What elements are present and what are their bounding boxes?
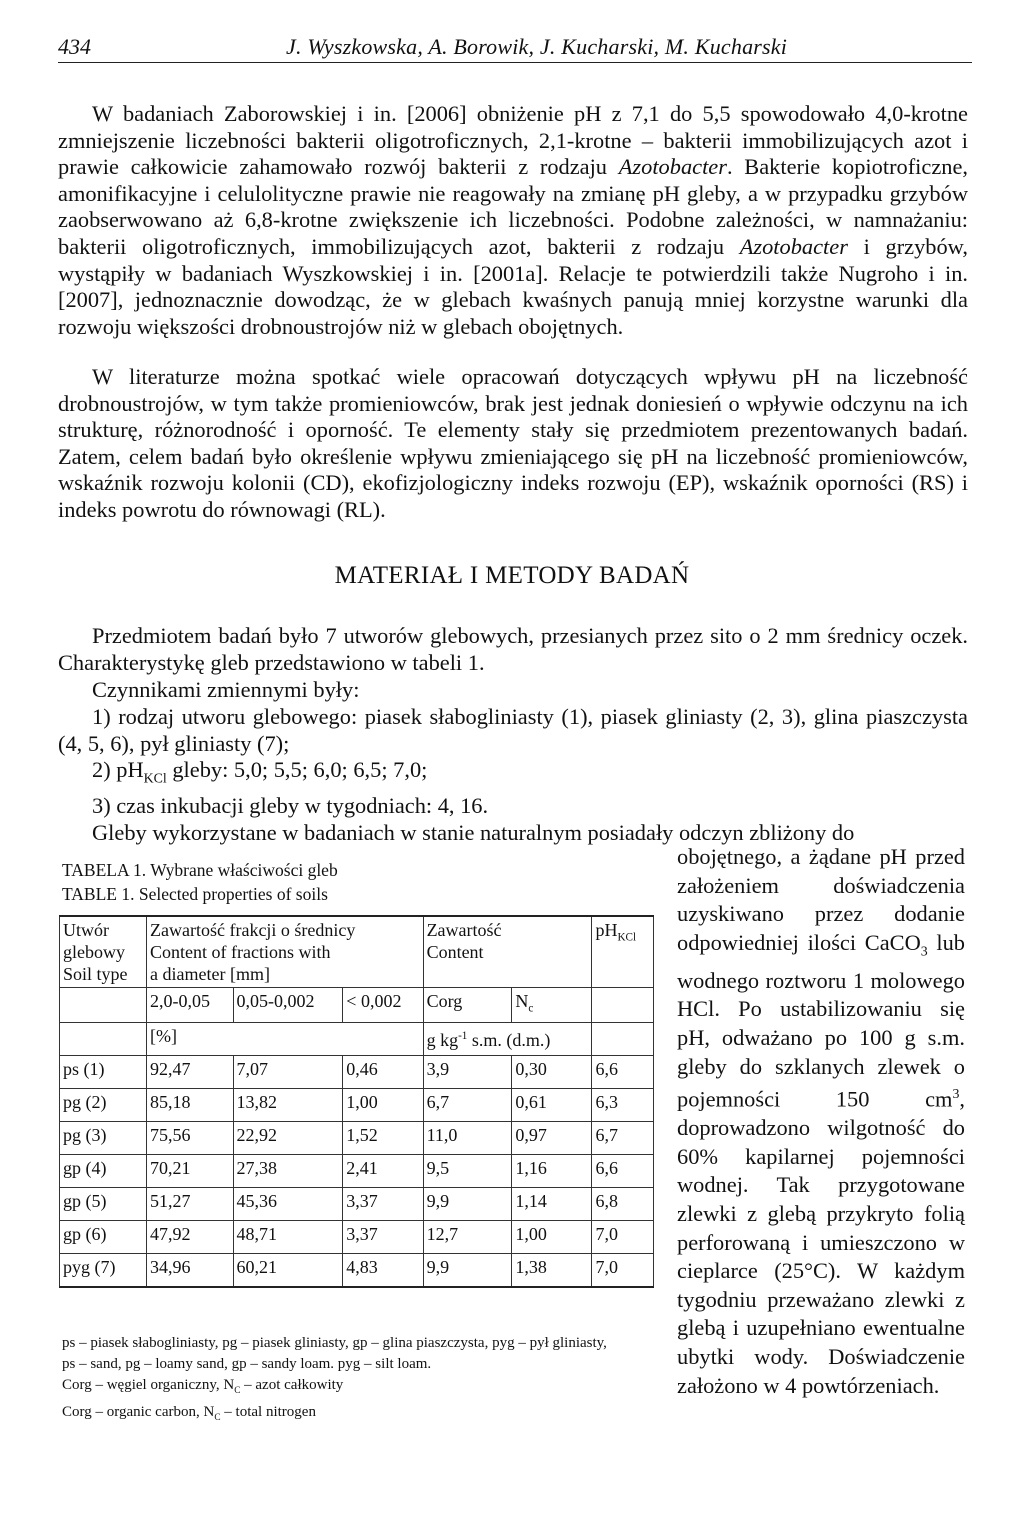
- list-2-text: 2) pH: [92, 757, 144, 783]
- table-cell: 6,6: [592, 1154, 654, 1187]
- table-cell: 0,30: [512, 1055, 592, 1088]
- table-cell: 92,47: [147, 1055, 234, 1088]
- list-intro: Czynnikami zmiennymi były:: [92, 677, 360, 702]
- footnote-line: ps – piasek słabogliniasty, pg – piasek gliniasty, gp – glina piaszczysta, pyg – pył gliniasty,: [62, 1335, 607, 1351]
- subheader-cell: 0,05-0,002: [233, 988, 343, 1023]
- table-cell: 6,6: [592, 1055, 654, 1088]
- table-captions: [62, 858, 338, 906]
- units-pct: [%]: [147, 1022, 424, 1055]
- units-gkg-rest: s.m. (d.m.): [467, 1029, 551, 1050]
- table-row: [60, 1154, 654, 1187]
- table-cell: 75,56: [147, 1121, 234, 1154]
- p1-cont: . Bakterie kopiotroficzne, amonifikacyjne i celulolityczne prawie nie reagowały na zmianę pH gleby, a w przypadku grzybów zaobserwowano aż 6,8-krotne zwiększenie ich liczebności. Podobne zależności, w namnażaniu: bakterii oligotroficznych, immobilizujących azot, bakterii z rodzaju: [58, 154, 969, 259]
- footnote-pl-a: Corg – węgiel organiczny, N: [62, 1377, 235, 1393]
- table-units-row: [60, 1022, 654, 1055]
- header-ph-text: pH: [595, 920, 618, 940]
- table-body: [60, 1055, 654, 1287]
- paragraph-2: W literaturze można spotkać wiele opracowań dotyczących wpływu pH na liczebność drobnoustrojów, w tym także promieniowców, brak jest jednak doniesień o wpływie odczynu na ich strukturę, różnorodność i oporność. Te elementy stały się przedmiotem prezentowanych badań. Zatem, celem badań było określenie wpływu zmieniającego się pH na liczebność promieniowców, wskaźnik rozwoju kolonii (CD), ekofizjologiczny indeks rozwoju (EP), wskaźnik oporności (RS) i indeks powrotu do równowagi (RL).: [58, 364, 968, 522]
- header-frac-pl: Zawartość frakcji o średnicy: [150, 920, 356, 940]
- table-cell: 6,8: [592, 1187, 654, 1220]
- list-item: [58, 757, 968, 793]
- footnote-line: ps – sand, pg – loamy sand, gp – sandy loam. pyg – silt loam.: [62, 1356, 432, 1372]
- table-row: [60, 1088, 654, 1121]
- page-number: 434: [58, 34, 91, 59]
- table-cell: 85,18: [147, 1088, 234, 1121]
- table-cell: 47,92: [147, 1220, 234, 1253]
- table-cell: 1,00: [343, 1088, 423, 1121]
- p1-italic: Azotobacter: [618, 154, 727, 180]
- side-sup: 3: [952, 1087, 960, 1103]
- table-cell: 27,38: [233, 1154, 343, 1187]
- table-cell: 6,7: [423, 1088, 512, 1121]
- table-cell: 70,21: [147, 1154, 234, 1187]
- subheader-cell: 2,0-0,05: [147, 988, 234, 1023]
- p1-end: i grzybów, wystąpiły w badaniach Wyszkowskiej i in. [2001a]. Relacje te potwierdzili także Nugroho i in. [2007], jednoznacznie dowodząc, że w glebach kwaśnych panują mniej korzystne warunki dla rozwoju większości drobnoustrojów niż w glebach obojętnych.: [58, 233, 968, 339]
- table-header-row: [60, 916, 654, 988]
- table-cell: 3,9: [423, 1055, 512, 1088]
- table-cell: gp (4): [60, 1154, 147, 1187]
- table-cell: 2,41: [343, 1154, 423, 1187]
- table-cell: 1,16: [512, 1154, 592, 1187]
- side-text-1: obojętnego, a żądane pH przed założeniem doświadczenia uzyskiwano przez dodanie odpowiedniej ilości CaCO: [677, 844, 965, 955]
- table-cell: 11,0: [423, 1121, 512, 1154]
- table-cell: 1,00: [512, 1220, 592, 1253]
- subheader-cell: < 0,002: [343, 988, 423, 1023]
- section-title: MATERIAŁ I METODY BADAŃ: [334, 562, 690, 589]
- footnote-en-b: – total nitrogen: [220, 1404, 316, 1420]
- running-header: [58, 32, 972, 63]
- table-cell: 6,7: [592, 1121, 654, 1154]
- paragraph-3: Przedmiotem badań było 7 utworów glebowych, przesianych przez sito o 2 mm średnicy oczek. Charakterystykę gleb przedstawiono w tabeli 1.: [58, 623, 968, 675]
- header-cont-en: Content: [426, 942, 484, 962]
- table-cell: 6,3: [592, 1088, 654, 1121]
- header-ph-sub: KCl: [617, 931, 637, 944]
- header-ph: [592, 916, 654, 988]
- soil-properties-table: [59, 915, 654, 1288]
- table-row: [60, 1121, 654, 1154]
- table-row: [60, 1253, 654, 1287]
- header-frac-en2: a diameter [mm]: [150, 964, 270, 984]
- table-cell: 7,0: [592, 1253, 654, 1287]
- subheader-n-sub: c: [528, 1002, 534, 1015]
- table-cell: pyg (7): [60, 1253, 147, 1287]
- side-text-2: lub wodnego roztworu 1 molowego HCl. Po ustabilizowaniu się pH, odważano po 100 g s.m. gleby do szklanych zlewek o pojemności 150 cm: [677, 929, 965, 1112]
- header-soil: [60, 916, 147, 988]
- footnote-sub-2: C: [214, 1413, 221, 1423]
- table-cell: 1,38: [512, 1253, 592, 1287]
- footnote-en-a: Corg – organic carbon, N: [62, 1404, 215, 1420]
- table-cell: gp (6): [60, 1220, 147, 1253]
- list-2-sub: KCl: [143, 771, 167, 787]
- subheader-cell: [512, 988, 592, 1023]
- running-authors: J. Wyszkowska, A. Borowik, J. Kucharski, M. Kucharski: [286, 34, 788, 59]
- table-cell: 1,14: [512, 1187, 592, 1220]
- table-caption-en: TABLE 1. Selected properties of soils: [62, 884, 328, 904]
- table-cell: 22,92: [233, 1121, 343, 1154]
- header-frac-en: Content of fractions with: [150, 942, 331, 962]
- list-item: 1) rodzaj utworu glebowego: piasek słabogliniasty (1), piasek gliniasty (2, 3), glina piaszczysta (4, 5, 6), pył gliniasty (7);: [58, 704, 968, 756]
- table-cell: ps (1): [60, 1055, 147, 1088]
- units-empty: [60, 1022, 147, 1055]
- list-item: 3) czas inkubacji gleby w tygodniach: 4, 16.: [92, 793, 489, 819]
- table-cell: 60,21: [233, 1253, 343, 1287]
- header-soil-en: Soil type: [63, 964, 128, 984]
- p1-italic-2: Azotobacter: [739, 233, 848, 259]
- table-cell: 45,36: [233, 1187, 343, 1220]
- units-gkg-text: g kg: [426, 1029, 459, 1050]
- table-cell: 0,97: [512, 1121, 592, 1154]
- table-cell: 4,83: [343, 1253, 423, 1287]
- table-cell: 7,07: [233, 1055, 343, 1088]
- table-cell: pg (3): [60, 1121, 147, 1154]
- units-empty: [592, 1022, 654, 1055]
- table-cell: 1,52: [343, 1121, 423, 1154]
- table-row: [60, 1055, 654, 1088]
- paragraph-1: [58, 101, 968, 340]
- table-caption-pl: TABELA 1. Wybrane właściwości gleb: [62, 860, 338, 880]
- table-cell: 51,27: [147, 1187, 234, 1220]
- table-cell: 9,5: [423, 1154, 512, 1187]
- table-cell: 7,0: [592, 1220, 654, 1253]
- list-2-rest: gleby: 5,0; 5,5; 6,0; 6,5; 7,0;: [166, 757, 428, 783]
- table-cell: 3,37: [343, 1187, 423, 1220]
- table-row: [60, 1220, 654, 1253]
- subheader-n: N: [515, 991, 529, 1011]
- footnote-sub: C: [234, 1386, 241, 1396]
- subheader-cell: Corg: [423, 988, 512, 1023]
- table-cell: 9,9: [423, 1187, 512, 1220]
- header-cont-pl: Zawartość: [426, 920, 502, 940]
- table-cell: 48,71: [233, 1220, 343, 1253]
- p1-text: W badaniach Zaborowskiej i in. [2006] obniżenie pH z 7,1 do 5,5 spowodowało 4,0-krotne zmniejszenie liczebności bakterii oligotroficznych, 2,1-krotne – bakterii immobilizujących azot i prawie całkowicie zahamowało rozwój bakterii z rodzaju: [58, 101, 968, 180]
- table-cell: pg (2): [60, 1088, 147, 1121]
- table-cell: gp (5): [60, 1187, 147, 1220]
- units-gkg-sup: -1: [458, 1029, 468, 1042]
- table-cell: 0,46: [343, 1055, 423, 1088]
- header-content: [423, 916, 592, 988]
- footnote-line: [62, 1375, 652, 1402]
- table-cell: 12,7: [423, 1220, 512, 1253]
- table-cell: 34,96: [147, 1253, 234, 1287]
- footnote-pl-b: – azot całkowity: [240, 1377, 344, 1393]
- header-soil-pl2: glebowy: [63, 942, 125, 962]
- subheader-empty: [60, 988, 147, 1023]
- side-column-text: [677, 843, 965, 1400]
- table-footnotes: [62, 1333, 652, 1429]
- table-cell: 0,61: [512, 1088, 592, 1121]
- side-sub: 3: [920, 944, 928, 960]
- side-text-3: , doprowadzono wilgotność do 60% kapilarnej pojemności wodnej. Tak przygotowane zlewki z glebą przykryto folią perforowaną i umieszczono w cieplarce (25°C). W każdym tygodniu przeważano zlewki z glebą i uzupełniano ewentualne ubytki wody. Doświadczenie założono w 4 powtórzeniach.: [677, 1086, 965, 1398]
- header-soil-pl: Utwór: [63, 920, 109, 940]
- header-fractions: [147, 916, 424, 988]
- table-cell: 13,82: [233, 1088, 343, 1121]
- table-row: [60, 1187, 654, 1220]
- units-gkg: [423, 1022, 592, 1055]
- factor-list: [58, 704, 968, 846]
- table-cell: 9,9: [423, 1253, 512, 1287]
- subheader-empty: [592, 988, 654, 1023]
- table-subheader-row: [60, 988, 654, 1023]
- list-item: Gleby wykorzystane w badaniach w stanie naturalnym posiadały odczyn zbliżony do: [92, 819, 855, 845]
- footnote-line: [62, 1402, 652, 1429]
- table-cell: 3,37: [343, 1220, 423, 1253]
